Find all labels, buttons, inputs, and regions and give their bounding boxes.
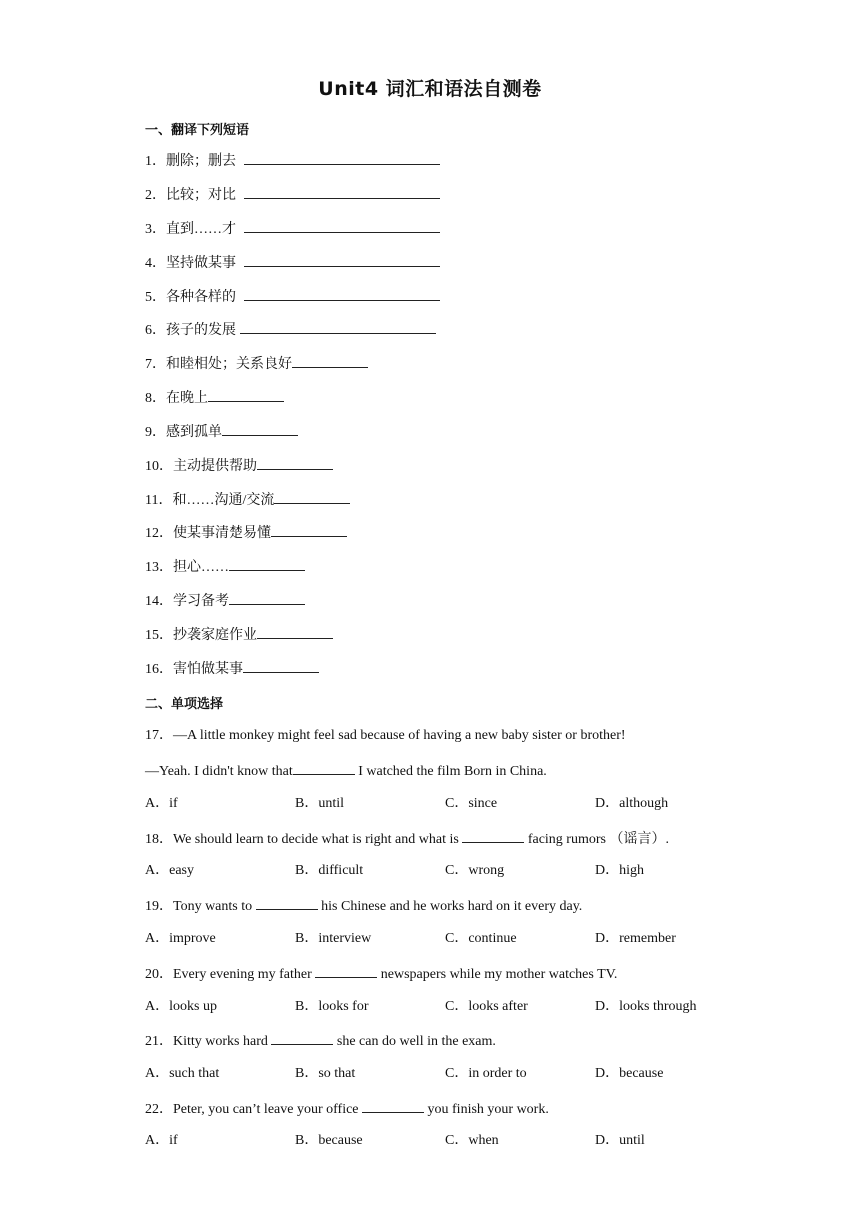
answer-blank[interactable] bbox=[222, 421, 298, 436]
question-number: 18． bbox=[145, 832, 173, 847]
question-text: —A little monkey might feel sad because of having a new baby sister or brother! bbox=[173, 728, 626, 743]
question-text: Peter, you can’t leave your office bbox=[173, 1102, 363, 1117]
answer-blank[interactable] bbox=[244, 150, 440, 165]
option-b[interactable]: B．because bbox=[295, 1133, 363, 1148]
item-text: 害怕做某事 bbox=[173, 662, 243, 677]
answer-blank[interactable] bbox=[256, 895, 318, 910]
option-c[interactable]: C．since bbox=[445, 796, 498, 811]
question-stem bbox=[145, 726, 626, 746]
option-d[interactable]: D．until bbox=[595, 1133, 645, 1148]
option-b[interactable]: B．so that bbox=[295, 1066, 356, 1081]
question-number: 22． bbox=[145, 1102, 173, 1117]
answer-blank[interactable] bbox=[362, 1098, 424, 1113]
item-text: 直到……才 bbox=[166, 222, 236, 237]
list-item bbox=[145, 624, 333, 646]
item-number: 2． bbox=[145, 188, 166, 203]
answer-blank[interactable] bbox=[229, 590, 305, 605]
answer-blank[interactable] bbox=[244, 286, 440, 301]
option-a[interactable]: A．if bbox=[145, 1133, 178, 1148]
item-text: 主动提供帮助 bbox=[173, 459, 257, 474]
item-text: 坚持做某事 bbox=[166, 256, 236, 271]
list-item bbox=[145, 218, 440, 240]
answer-blank[interactable] bbox=[462, 828, 524, 843]
option-d[interactable]: D．high bbox=[595, 863, 644, 878]
option-d[interactable]: D．although bbox=[595, 796, 669, 811]
option-a[interactable]: A．if bbox=[145, 796, 178, 811]
option-b[interactable]: B．interview bbox=[295, 931, 372, 946]
option-c[interactable]: C．looks after bbox=[445, 999, 528, 1014]
item-number: 6． bbox=[145, 323, 166, 338]
list-item bbox=[145, 522, 347, 544]
question-text: Kitty works hard bbox=[173, 1034, 272, 1049]
item-text: 抄袭家庭作业 bbox=[173, 628, 257, 643]
list-item bbox=[145, 556, 305, 578]
section-1-heading: 一、翻译下列短语 bbox=[145, 123, 250, 138]
page-title: Unit4 词汇和语法自测卷 bbox=[318, 78, 542, 100]
item-number: 5． bbox=[145, 290, 166, 305]
item-text: 使某事清楚易懂 bbox=[173, 526, 271, 541]
item-number: 12． bbox=[145, 526, 173, 541]
item-number: 10． bbox=[145, 459, 173, 474]
answer-blank[interactable] bbox=[229, 556, 305, 571]
question-text: We should learn to decide what is right and what is bbox=[173, 832, 463, 847]
item-text: 和睦相处；关系良好 bbox=[166, 357, 292, 372]
question-number: 20． bbox=[145, 967, 173, 982]
question-text: Every evening my father bbox=[173, 967, 316, 982]
question-text: she can do well in the exam. bbox=[333, 1034, 496, 1049]
answer-blank[interactable] bbox=[257, 455, 333, 470]
answer-blank[interactable] bbox=[244, 218, 440, 233]
question-text: you finish your work. bbox=[424, 1102, 549, 1117]
question-stem bbox=[145, 895, 582, 917]
list-item bbox=[145, 455, 333, 477]
option-b[interactable]: B．difficult bbox=[295, 863, 364, 878]
list-item bbox=[145, 353, 368, 375]
list-item bbox=[145, 590, 305, 612]
item-text: 学习备考 bbox=[173, 594, 229, 609]
question-text: facing rumors （谣言）. bbox=[524, 832, 669, 847]
option-b[interactable]: B．until bbox=[295, 796, 345, 811]
list-item bbox=[145, 658, 319, 680]
option-a[interactable]: A．improve bbox=[145, 931, 216, 946]
option-d[interactable]: D．looks through bbox=[595, 999, 697, 1014]
answer-blank[interactable] bbox=[244, 252, 440, 267]
option-c[interactable]: C．in order to bbox=[445, 1066, 527, 1081]
answer-blank[interactable] bbox=[243, 658, 319, 673]
item-number: 8． bbox=[145, 391, 166, 406]
question-number: 21． bbox=[145, 1034, 173, 1049]
item-number: 11． bbox=[145, 493, 173, 508]
list-item bbox=[145, 387, 284, 409]
question-stem bbox=[145, 1030, 496, 1052]
answer-blank[interactable] bbox=[274, 489, 350, 504]
item-text: 比较；对比 bbox=[166, 188, 236, 203]
option-c[interactable]: C．continue bbox=[445, 931, 517, 946]
list-item bbox=[145, 286, 440, 308]
question-stem bbox=[145, 963, 617, 985]
question-number: 19． bbox=[145, 899, 173, 914]
item-number: 16． bbox=[145, 662, 173, 677]
answer-blank[interactable] bbox=[271, 522, 347, 537]
answer-blank[interactable] bbox=[293, 760, 355, 775]
list-item bbox=[145, 489, 350, 511]
item-text: 删除；删去 bbox=[166, 154, 236, 169]
list-item bbox=[145, 421, 298, 443]
question-stem bbox=[145, 828, 669, 850]
item-text: 各种各样的 bbox=[166, 290, 236, 305]
item-number: 7． bbox=[145, 357, 166, 372]
item-number: 1． bbox=[145, 154, 166, 169]
answer-blank[interactable] bbox=[257, 624, 333, 639]
list-item bbox=[145, 319, 436, 341]
item-number: 13． bbox=[145, 560, 173, 575]
item-text: 和……沟通/交流 bbox=[172, 493, 275, 508]
answer-blank[interactable] bbox=[315, 963, 377, 978]
item-number: 15． bbox=[145, 628, 173, 643]
list-item bbox=[145, 184, 440, 206]
option-b[interactable]: B．looks for bbox=[295, 999, 369, 1014]
option-d[interactable]: D．because bbox=[595, 1066, 664, 1081]
item-number: 4． bbox=[145, 256, 166, 271]
item-text: 在晚上 bbox=[166, 391, 208, 406]
question-number: 17． bbox=[145, 728, 173, 743]
item-text: 担心…… bbox=[173, 560, 229, 575]
question-text: I watched the film Born in China. bbox=[354, 764, 547, 779]
question-stem bbox=[145, 1098, 549, 1120]
item-number: 14． bbox=[145, 594, 173, 609]
question-text: his Chinese and he works hard on it every day. bbox=[317, 899, 583, 914]
option-d[interactable]: D．remember bbox=[595, 931, 676, 946]
option-a[interactable]: A．such that bbox=[145, 1066, 220, 1081]
section-2-heading: 二、单项选择 bbox=[145, 697, 224, 712]
option-c[interactable]: C．when bbox=[445, 1133, 499, 1148]
answer-blank[interactable] bbox=[208, 387, 284, 402]
question-text: —Yeah. I didn't know that bbox=[145, 764, 293, 779]
question-text: newspapers while my mother watches TV. bbox=[377, 967, 618, 982]
item-number: 9． bbox=[145, 425, 166, 440]
answer-blank[interactable] bbox=[292, 353, 368, 368]
question-text: Tony wants to bbox=[173, 899, 256, 914]
option-c[interactable]: C．wrong bbox=[445, 863, 505, 878]
answer-blank[interactable] bbox=[244, 184, 440, 199]
item-text: 感到孤单 bbox=[166, 425, 222, 440]
answer-blank[interactable] bbox=[240, 319, 436, 334]
item-text: 孩子的发展 bbox=[166, 323, 236, 338]
option-a[interactable]: A．easy bbox=[145, 863, 194, 878]
option-a[interactable]: A．looks up bbox=[145, 999, 217, 1014]
question-stem-line2 bbox=[145, 760, 547, 782]
answer-blank[interactable] bbox=[271, 1030, 333, 1045]
list-item bbox=[145, 150, 440, 172]
list-item bbox=[145, 252, 440, 274]
item-number: 3． bbox=[145, 222, 166, 237]
